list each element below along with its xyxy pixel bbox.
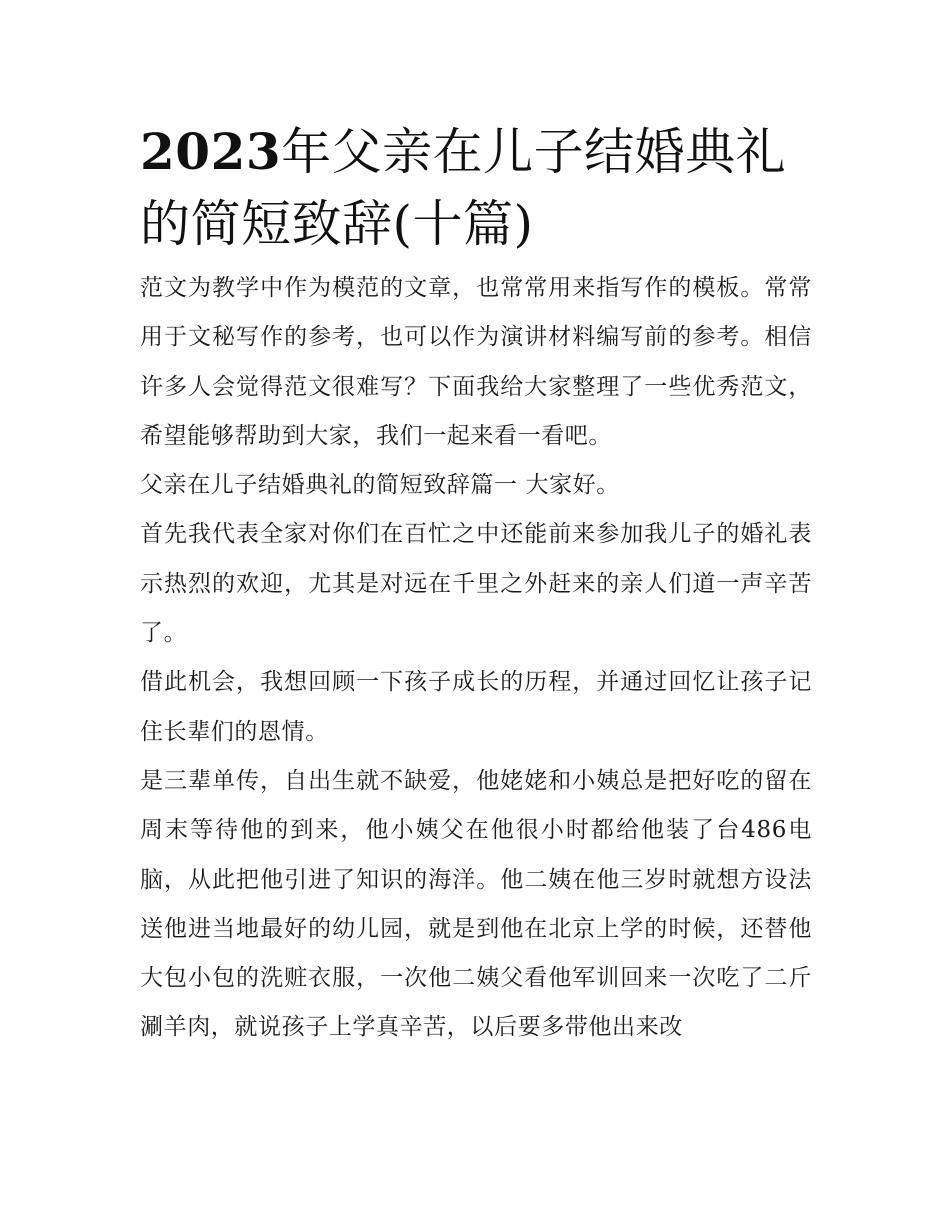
paragraph-heading-one: 父亲在儿子结婚典礼的简短致辞篇一 大家好。 bbox=[140, 472, 620, 499]
paragraph-intro: 范文为教学中作为模范的文章，也常常用来指写作的模板。常常用于文秘写作的参考，也可以作为演讲材料编写前的参考。相信许多人会觉得范文很难写？下面我给大家整理了一些优秀范文，希望能够帮助到大家，我们一起来看一看吧。 bbox=[140, 275, 812, 449]
paragraph-welcome: 首先我代表全家对你们在百忙之中还能前来参加我儿子的婚礼表示热烈的欢迎，尤其是对远在千里之外赶来的亲人们道一声辛苦了。 bbox=[140, 521, 812, 647]
title-text: 年父亲在儿子结婚典礼的简短致辞(十篇) bbox=[140, 123, 787, 253]
title-year: 2023 bbox=[140, 122, 282, 181]
paragraph-family: 是三辈单传，自出生就不缺爱，他姥姥和小姨总是把好吃的留在周末等待他的到来，他小姨父在他很小时都给他装了台486电脑，从此把他引进了知识的海洋。他二姨在他三岁时就想方设法送他进当地最好的幼儿园，就是到他在北京上学的时候，还替他大包小包的洗赃衣服，一次他二姨父看他军训回来一次吃了二斤涮羊肉，就说孩子上学真辛苦，以后要多带他出来改 bbox=[140, 767, 812, 1041]
document-body bbox=[140, 116, 812, 1053]
document-title bbox=[140, 116, 812, 260]
paragraph-review: 借此机会，我想回顾一下孩子成长的历程，并通过回忆让孩子记住长辈们的恩情。 bbox=[140, 669, 812, 745]
